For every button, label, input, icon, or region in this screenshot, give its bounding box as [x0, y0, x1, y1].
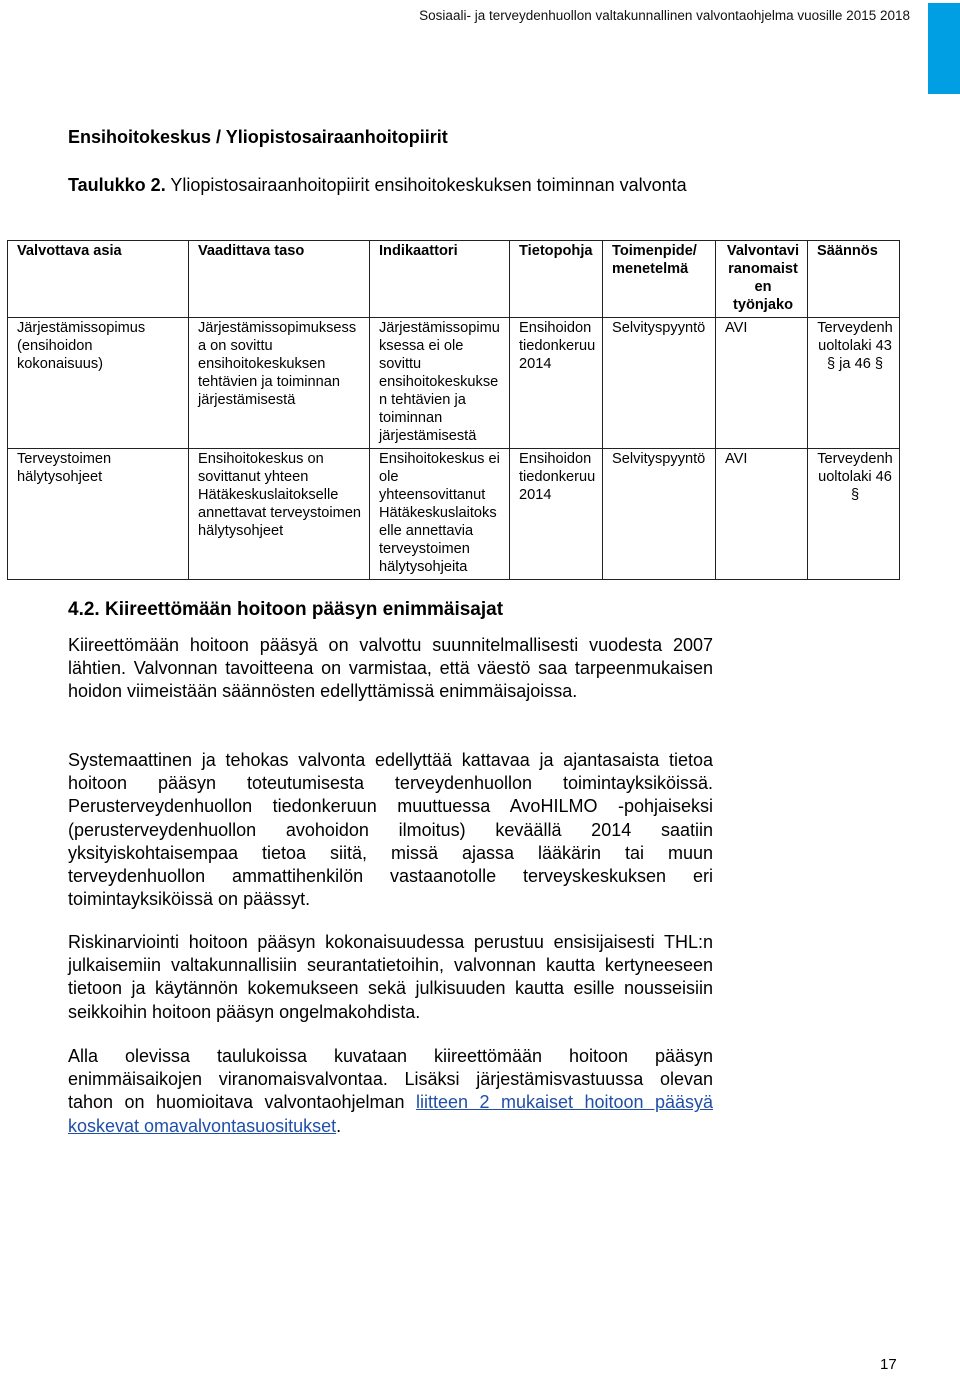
paragraph-1: Kiireettömään hoitoon pääsyä on valvottu suunnitelmallisesti vuodesta 2007 lähtien. Valvonnan tavoitteena on varmistaa, että väestö saa tarpeenmukaisen hoidon viimeistään säännösten edellyttämissä enimmäisajoissa. [68, 635, 713, 702]
header-tyonjako: Valvontaviranomaisten työnjako [716, 241, 808, 318]
cell-tyonjako: AVI [716, 449, 808, 580]
paragraph-3: Riskinarviointi hoitoon pääsyn kokonaisuudessa perustuu ensisijaisesti THL:n julkaisemiin valtakunnallisiin seurantatietoihin, valvonnan kautta kertyneeseen tietoon ja käytännön kokemukseen sekä julkisuuden kautta esille nousseisiin seikkoihin hoitoon pääsyn ongelmakohdista. [68, 932, 713, 1022]
cell-indikaattori: Järjestämissopimuksessa ei ole sovittu ensihoitokeskuksen tehtävien ja toiminnan järjestämisestä [370, 318, 510, 449]
header-saannos: Säännös [808, 241, 900, 318]
table-header-row [8, 241, 900, 318]
paragraph-4-text: Alla olevissa taulukoissa kuvataan kiireettömään hoitoon pääsyn enimmäisaikojen viranomaisvalvontaa. Lisäksi järjestämisvastuussa olevan tahon on huomioitava valvontaohjelman [68, 1046, 713, 1113]
section-heading: Ensihoitokeskus / Yliopistosairaanhoitopiirit [68, 127, 448, 147]
page-number: 17 [880, 1356, 897, 1373]
header-valvottava-asia: Valvottava asia [8, 241, 189, 318]
paragraph-4-end: . [336, 1115, 342, 1136]
cell-tietopohja: Ensihoidon tiedonkeruu 2014 [510, 449, 603, 580]
paragraph-2: Systemaattinen ja tehokas valvonta edellyttää kattavaa ja ajantasaista tietoa hoitoon pääsyn toteutumisesta terveydenhuollon toimintayksiköissä. Perusterveydenhuollon tiedonkeruun muuttuessa AvoHILMO -pohjaiseksi (perusterveydenhuollon avohoidon ilmoitus) keväällä 2014 saatiin yksityiskohtaisempaa tietoa siitä, missä ajassa lääkärin tai muun terveydenhuollon ammattihenkilön vastaanotolle terveyskeskuksen eri toimintayksiköissä on päässyt. [68, 750, 713, 910]
table-caption-label: Taulukko 2. [68, 175, 166, 195]
header-vaadittava-taso: Vaadittava taso [189, 241, 370, 318]
cell-toimenpide: Selvityspyyntö [603, 449, 716, 580]
cell-vaadittava-taso: Järjestämissopimuksessa on sovittu ensihoitokeskuksen tehtävien ja toiminnan järjestämisestä [189, 318, 370, 449]
cell-indikaattori: Ensihoitokeskus ei ole yhteensovittanut Hätäkeskuslaitokselle annettavia terveystoimen hälytysohjeita [370, 449, 510, 580]
subsection-number: 4.2. [68, 599, 100, 620]
cell-tietopohja: Ensihoidon tiedonkeruu 2014 [510, 318, 603, 449]
cell-toimenpide: Selvityspyyntö [603, 318, 716, 449]
appendix-link[interactable]: liitteen 2 mukaiset hoitoon pääsyä koskevat omavalvontasuositukset [68, 1092, 714, 1136]
table-row [8, 318, 900, 449]
supervision-table [7, 240, 900, 580]
table-caption-text: Yliopistosairaanhoitopiirit ensihoitokeskuksen toiminnan valvonta [170, 175, 687, 195]
cell-valvottava-asia: Terveystoimen hälytysohjeet [8, 449, 189, 580]
subsection-title: Kiireettömään hoitoon pääsyn enimmäisajat [104, 599, 504, 620]
header-indikaattori: Indikaattori [370, 241, 510, 318]
table-row [8, 449, 900, 580]
header-toimenpide: Toimenpide/ menetelmä [603, 241, 716, 318]
cell-saannos: Terveydenhuoltolaki 46 § [808, 449, 900, 580]
accent-block [928, 3, 960, 94]
paragraph-4 [68, 1045, 713, 1138]
cell-valvottava-asia: Järjestämissopimus (ensihoidon kokonaisuus) [8, 318, 189, 449]
subsection-heading [68, 599, 503, 621]
cell-saannos: Terveydenhuoltolaki 43 § ja 46 § [808, 318, 900, 449]
running-header: Sosiaali- ja terveydenhuollon valtakunnallinen valvontaohjelma vuosille 2015 2018 [419, 8, 910, 23]
cell-vaadittava-taso: Ensihoitokeskus on sovittanut yhteen Hätäkeskuslaitokselle annettavat terveystoimen hälytysohjeet [189, 449, 370, 580]
cell-tyonjako: AVI [716, 318, 808, 449]
table-caption [68, 174, 728, 197]
header-tietopohja: Tietopohja [510, 241, 603, 318]
